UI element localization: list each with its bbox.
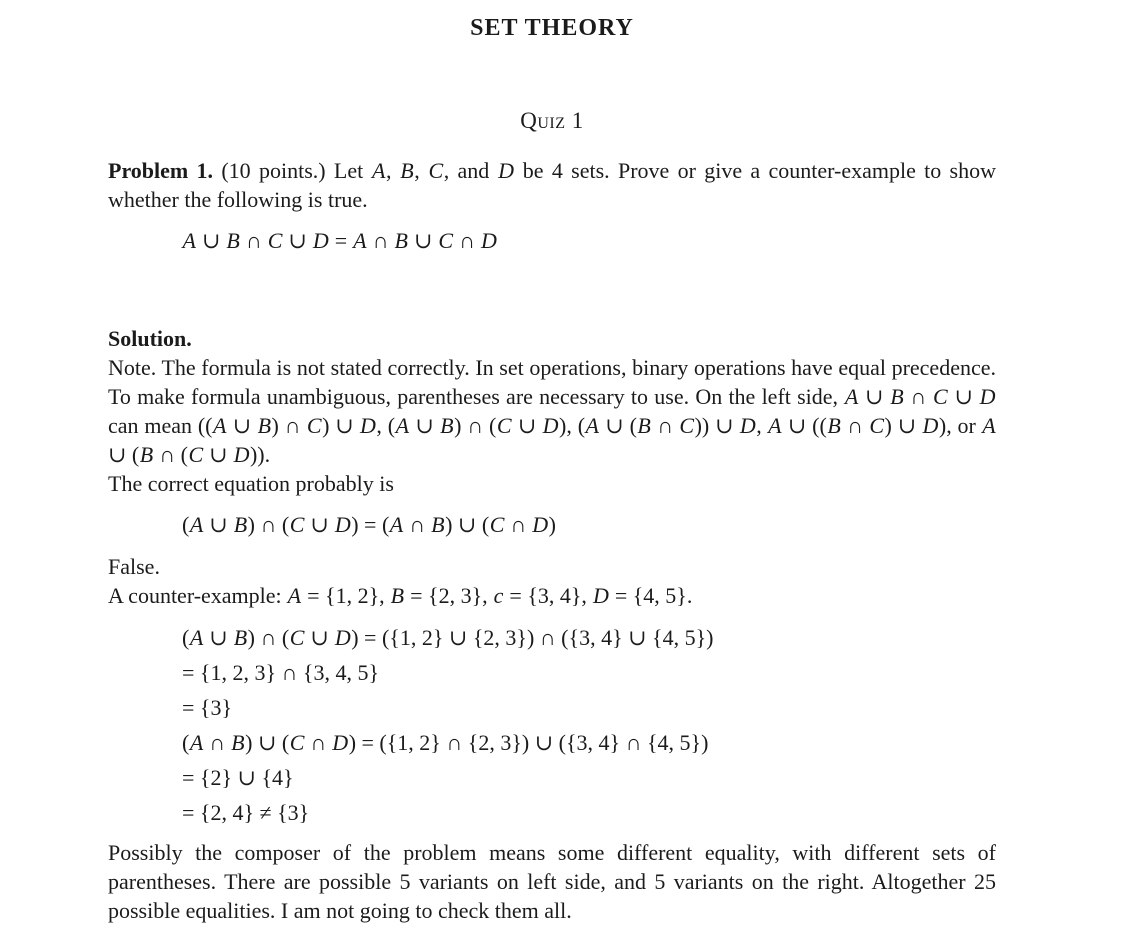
closing-paragraph: Possibly the composer of the problem means some different equality, with different sets of parentheses. There are possible 5 variants on left side, and 5 variants on the right. Altogether 25 possible equalities. I am not going to check them all. <box>108 840 996 923</box>
solution-note-paragraph: Note. The formula is not stated correctly. In set operations, binary operations have equal precedence. To make formula unambiguous, parentheses are necessary to use. On the left side, A ∪ B ∩ C ∪ D can mean ((A ∪ B) ∩ C) ∪ D, (A ∪ B) ∩ (C ∪ D), (A ∪ (B ∩ C)) ∪ D, A ∪ ((B ∩ C) ∪ D), or A ∪ (B ∩ (C ∪ D)). <box>108 355 996 467</box>
derivation-line: (A ∩ B) ∪ (C ∩ D) = ({1, 2} ∩ {2, 3}) ∪ ({3, 4} ∩ {4, 5}) <box>182 730 709 755</box>
false-statement: False. <box>108 554 160 579</box>
derivation-line: = {2} ∪ {4} <box>182 765 294 790</box>
derivation-line: (A ∪ B) ∩ (C ∪ D) = ({1, 2} ∪ {2, 3}) ∩ ({3, 4} ∪ {4, 5}) <box>182 625 714 650</box>
quiz-heading: Quiz 1 <box>520 108 584 133</box>
problem-statement-paragraph: Problem 1. (10 points.) Let A, B, C, and D be 4 sets. Prove or give a counter-example to show whether the following is true. <box>108 158 997 212</box>
counterexample-line: A counter-example: A = {1, 2}, B = {2, 3}, c = {3, 4}, D = {4, 5}. <box>108 583 693 608</box>
problem-display-equation: A ∪ B ∩ C ∪ D = A ∩ B ∪ C ∩ D <box>182 228 497 253</box>
correct-display-equation: (A ∪ B) ∩ (C ∪ D) = (A ∩ B) ∪ (C ∩ D) <box>182 512 556 537</box>
solution-heading: Solution. <box>108 326 192 351</box>
document-page <box>108 0 996 925</box>
derivation-line: = {1, 2, 3} ∩ {3, 4, 5} <box>182 660 380 685</box>
derivation-block <box>108 620 996 830</box>
correct-equation-intro-line: The correct equation probably is <box>108 471 394 496</box>
page-title: SET THEORY <box>470 15 634 41</box>
derivation-line: = {3} <box>182 695 233 720</box>
derivation-line: = {2, 4} ≠ {3} <box>182 800 310 825</box>
